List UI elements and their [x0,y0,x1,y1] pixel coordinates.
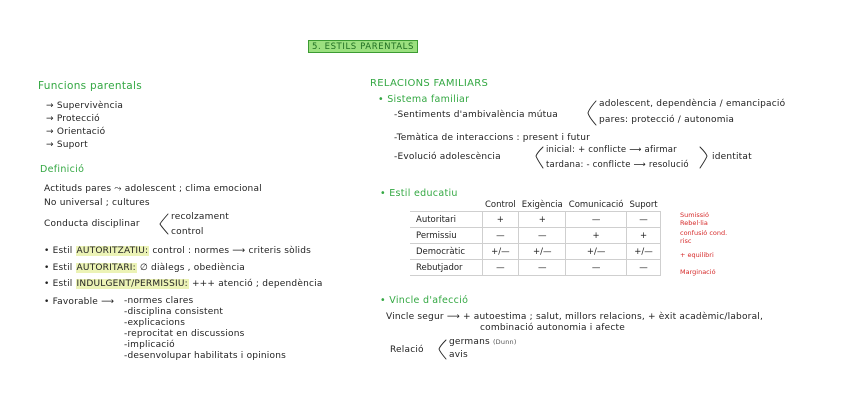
relacio-option-2: avis [449,350,468,360]
function-item: → Supervivència [46,101,124,111]
sentiments-label: -Sentiments d'ambivalència mútua [394,110,559,120]
system-heading: • Sistema familiar [378,94,470,105]
relacio-label: Relació [390,345,424,355]
definition-line-2: No universal ; cultures [44,198,150,208]
evolucio-row-1: inicial: + conflicte ⟶ afirmar [546,145,677,155]
table-row: Autoritari + + — — [410,212,661,228]
table-note: Sumissió Rebel·lia [680,211,709,227]
evolucio-row-2: tardana: - conflicte ⟶ resolució [546,160,689,170]
table-row: Democràtic +/— +/— +/— +/— [410,244,661,260]
table-row: Permissiu — — + + [410,228,661,244]
col-header: Exigència [521,200,563,210]
relations-heading: RELACIONS FAMILIARS [370,78,489,89]
table-note: Marginació [680,268,716,276]
vincle-line-1: Vincle segur ⟶ + autoestima ; salut, millors relacions, + èxit acadèmic/laboral, [386,312,764,322]
col-header: Suport [629,200,658,210]
definition-option-2: control [171,227,204,237]
definition-line-3: Conducta disciplinar [44,219,140,229]
function-item: → Orientació [46,127,106,137]
col-header: Comunicació [568,200,624,210]
table-note: + equilibri [680,251,714,259]
functions-heading: Funcions parentals [38,80,142,92]
vincle-heading: • Vincle d'afecció [380,295,469,306]
favorable-item: -implicació [124,340,175,350]
definition-option-1: recolzament [171,212,229,222]
brace-icon [700,147,707,168]
table-note: confusió cond. risc [680,229,728,245]
tematica-line: -Temàtica de interaccions : present i futur [394,133,591,143]
definition-heading: Definició [40,164,85,175]
vincle-line-2: combinació autonomia i afecte [480,323,625,333]
favorable-item: -explicacions [124,318,186,328]
sentiments-option-2: pares: protecció / autonomia [599,115,735,125]
educatiu-heading: • Estil educatiu [380,188,458,199]
sentiments-option-1: adolescent, dependència / emancipació [599,99,786,109]
brace-icon [160,214,168,234]
page-title: 5. ESTILS PARENTALS [311,42,415,52]
favorable-item: -desenvolupar habilitats i opinions [124,351,286,361]
evolucio-label: -Evolució adolescència [394,152,501,162]
favorable-label: • Favorable ⟶ [44,297,115,307]
function-item: → Suport [46,140,88,150]
function-item: → Protecció [46,114,100,124]
table-row: Rebutjador — — — — [410,260,661,276]
definition-line-1: Actituds pares ⤳ adolescent ; clima emocional [44,184,262,194]
brace-icon [439,340,446,359]
style-line: • Estil INDULGENT/PERMISSIU: +++ atenció ; dependència [44,279,323,289]
favorable-item: -normes clares [124,296,194,306]
favorable-item: -reprocitat en discussions [124,329,245,339]
col-header: Control [485,200,516,210]
style-line: • Estil AUTORITARI: ∅ diàlegs , obediència [44,263,245,273]
style-line: • Estil AUTORITZATIU: control : normes ⟶ criteris sòlids [44,246,312,256]
favorable-item: -disciplina consistent [124,307,224,317]
relacio-option-1: germans (Dunn) [449,337,517,347]
brace-icon [536,147,543,168]
evolucio-result: identitat [712,152,752,162]
brace-icon [588,101,596,125]
